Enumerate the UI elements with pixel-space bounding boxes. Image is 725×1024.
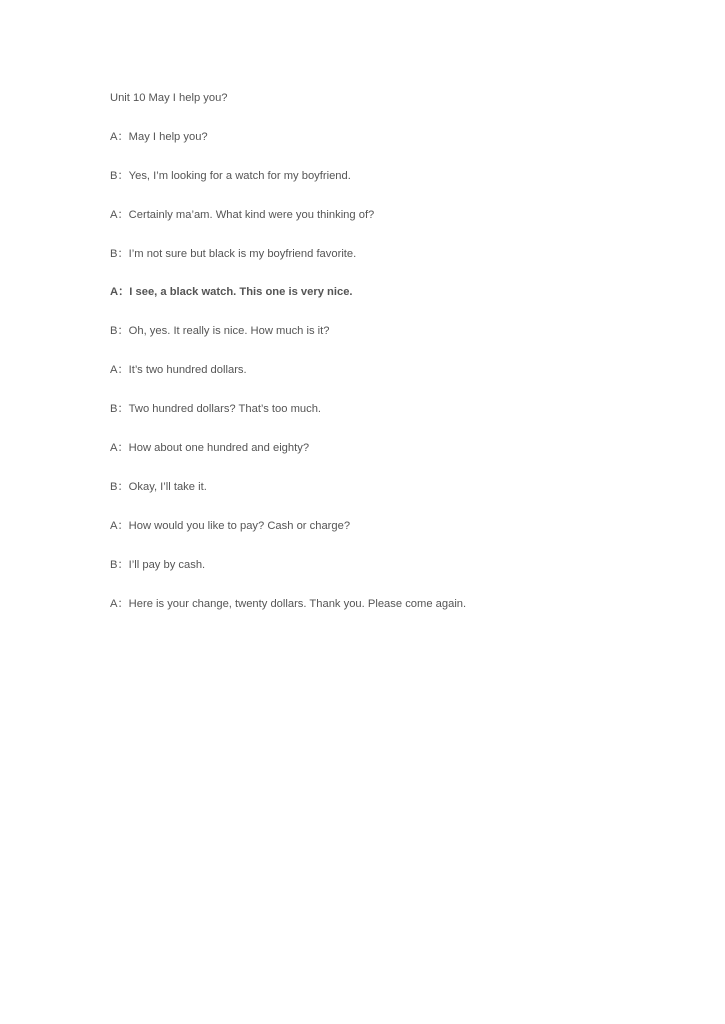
speaker-separator: ： [117,480,129,493]
speaker-separator: ： [117,208,129,221]
speaker-separator: ： [117,130,129,143]
speaker-label: A [110,519,118,532]
speaker-separator: ： [117,519,129,532]
dialogue-text: Two hundred dollars? That’s too much. [128,403,322,416]
speaker-separator: ： [117,442,129,455]
dialogue-line [110,401,670,417]
speaker-separator: ： [117,247,129,260]
dialogue-text: It’s two hundred dollars. [128,364,247,377]
speaker-label: A [110,130,118,143]
dialogue-text: May I help you? [128,130,208,143]
dialogue-line [110,246,670,262]
dialogue-text: I’ll pay by cash. [128,558,206,571]
speaker-label: A [110,208,118,221]
speaker-separator: ： [117,325,129,338]
dialogue-line [110,129,670,145]
speaker-label: B [110,558,118,571]
dialogue-text: Yes, I’m looking for a watch for my boyfriend. [128,169,351,182]
speaker-separator: ： [117,403,129,416]
speaker-label: B [110,480,118,493]
dialogue-line [110,518,670,534]
dialogue-text: Certainly ma’am. What kind were you thinking of? [128,208,375,221]
dialogue-line [110,207,670,223]
speaker-label: B [110,403,118,416]
dialogue-text: Here is your change, twenty dollars. Thank you. Please come again. [128,597,467,610]
dialogue-line [110,440,670,456]
speaker-label: A [110,597,118,610]
dialogue-text: How about one hundred and eighty? [128,442,310,455]
dialogue-line [110,323,670,339]
speaker-separator: ： [117,597,129,610]
speaker-label: A [110,442,118,455]
dialogue-text: Okay, I’ll take it. [128,480,207,493]
dialogue-line [110,557,670,573]
dialogue-text: How would you like to pay? Cash or charge? [128,519,351,532]
dialogue-line [110,362,670,378]
dialogue-line [110,596,670,612]
speaker-separator: ： [118,286,130,299]
speaker-separator: ： [117,558,129,571]
speaker-label: A [110,364,118,377]
document-title: Unit 10 May I help you? [110,92,228,104]
speaker-separator: ： [117,169,129,182]
dialogue-text: I see, a black watch. This one is very nice. [129,286,353,299]
dialogue-line-highlighted [110,284,670,300]
speaker-separator: ： [117,364,129,377]
dialogue-text: Oh, yes. It really is nice. How much is it? [128,325,330,338]
dialogue-line [110,168,670,184]
speaker-label: B [110,169,118,182]
document-content [110,90,670,634]
dialogue-text: I’m not sure but black is my boyfriend favorite. [128,247,357,260]
speaker-label: B [110,247,118,260]
dialogue-line [110,479,670,495]
speaker-label: A [110,286,119,299]
speaker-label: B [110,325,118,338]
